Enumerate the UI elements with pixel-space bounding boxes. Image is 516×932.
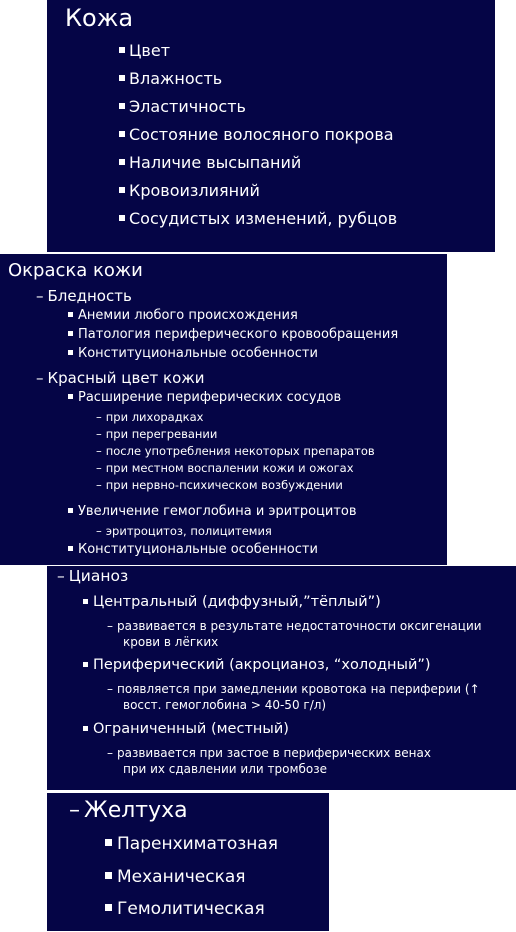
section-heading-red: – Красный цвет кожи [36, 369, 205, 387]
sub-list-item: – при местном воспалении кожи и ожогах [96, 461, 354, 475]
bullet-square-icon [68, 312, 73, 317]
sub-list-item: – при лихорадках [96, 410, 204, 424]
list-item: Кровоизлияний [119, 181, 260, 200]
slide-skin-color [0, 254, 447, 565]
list-item: Анемии любого происхождения [68, 308, 298, 323]
bullet-square-icon [119, 131, 125, 137]
bullet-square-icon [68, 331, 73, 336]
list-item: Конституциональные особенности [68, 542, 318, 557]
slide-jaundice [47, 793, 329, 931]
slide-title: Окраска кожи [8, 260, 143, 281]
bullet-square-icon [83, 662, 88, 667]
list-item: Состояние волосяного покрова [119, 125, 394, 144]
list-item: Паренхиматозная [105, 834, 278, 854]
bullet-square-icon [119, 215, 125, 221]
list-item: Наличие высыпаний [119, 153, 301, 172]
list-item: Гемолитическая [105, 899, 265, 919]
list-item: Периферический (акроцианоз, “холодный”) [83, 657, 431, 673]
list-item: Цвет [119, 41, 170, 60]
list-item: Сосудистых изменений, рубцов [119, 209, 397, 228]
bullet-square-icon [119, 103, 125, 109]
bullet-square-icon [68, 394, 73, 399]
bullet-square-icon [119, 75, 125, 81]
section-heading-jaundice: – Желтуха [69, 798, 188, 823]
list-item: Ограниченный (местный) [83, 721, 289, 737]
bullet-square-icon [83, 599, 88, 604]
slide-cyanosis [47, 566, 516, 790]
section-heading-pallor: – Бледность [36, 287, 132, 305]
list-item: Центральный (диффузный,”тёплый”) [83, 594, 381, 610]
sub-list-item: – после употребления некоторых препаратов [96, 444, 375, 458]
bullet-square-icon [105, 904, 112, 911]
bullet-square-icon [119, 159, 125, 165]
bullet-square-icon [119, 187, 125, 193]
bullet-square-icon [105, 872, 112, 879]
sub-list-item: – при нервно-психическом возбуждении [96, 478, 343, 492]
list-item: Механическая [105, 867, 246, 887]
bullet-square-icon [105, 839, 112, 846]
slide-skin [47, 0, 495, 252]
bullet-square-icon [68, 508, 73, 513]
list-item: Конституциональные особенности [68, 346, 318, 361]
bullet-square-icon [68, 350, 73, 355]
sub-list-item: – появляется при замедлении кровотока на периферии (↑ [107, 682, 480, 696]
sub-list-item: – развивается при застое в периферических венах [107, 746, 431, 760]
list-item: Увеличение гемоглобина и эритроцитов [68, 504, 357, 519]
list-item: Эластичность [119, 97, 246, 116]
bullet-square-icon [68, 546, 73, 551]
sub-list-item-continuation: восст. гемоглобина > 40-50 г/л) [123, 698, 327, 712]
sub-list-item-continuation: крови в лёгких [123, 635, 219, 649]
sub-list-item-continuation: при их сдавлении или тромбозе [123, 762, 328, 776]
slide-title: Кожа [65, 4, 134, 32]
sub-list-item: – развивается в результате недостаточности оксигенации [107, 619, 482, 633]
section-heading-cyanosis: – Цианоз [57, 567, 129, 585]
list-item: Расширение периферических сосудов [68, 390, 341, 405]
list-item: Влажность [119, 69, 222, 88]
list-item: Патология периферического кровообращения [68, 327, 398, 342]
bullet-square-icon [119, 47, 125, 53]
sub-list-item: – при перегревании [96, 427, 218, 441]
sub-list-item: – эритроцитоз, полицитемия [96, 524, 272, 538]
bullet-square-icon [83, 726, 88, 731]
